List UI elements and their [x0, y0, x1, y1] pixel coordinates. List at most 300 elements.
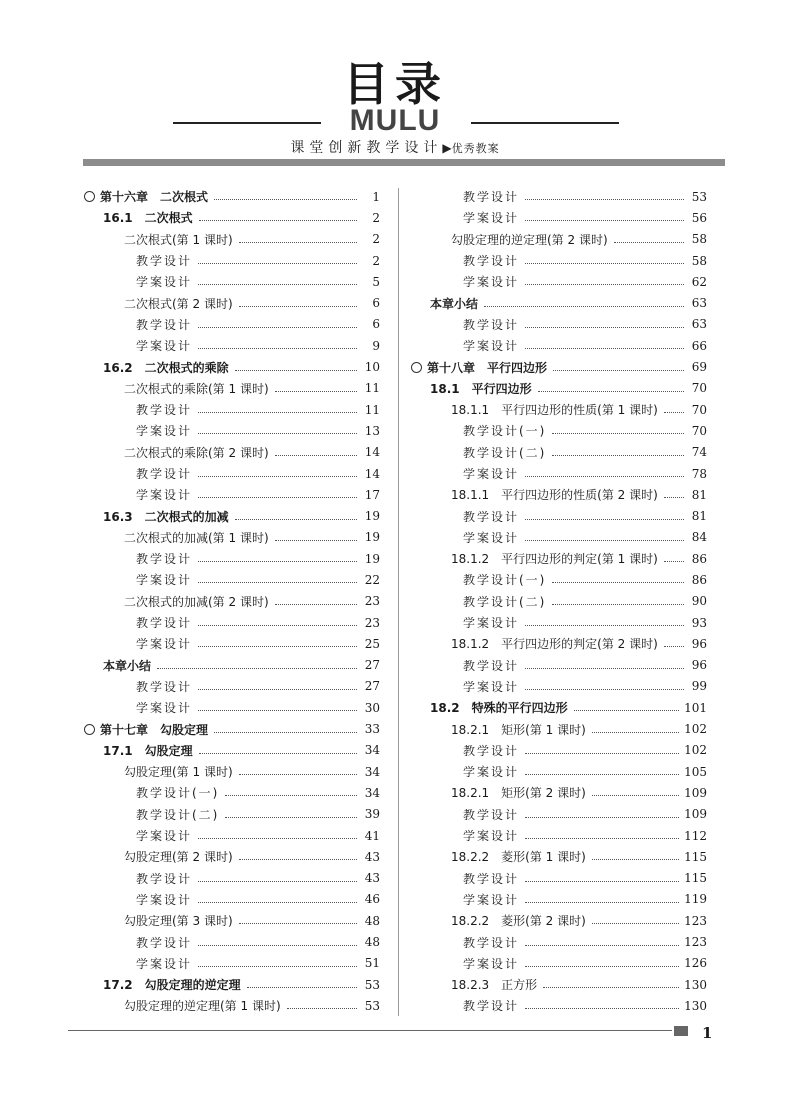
toc-entry-page: 130	[684, 998, 707, 1013]
toc-entry[interactable]	[84, 186, 380, 207]
toc-leader-dots	[239, 774, 357, 775]
toc-leader-dots	[198, 348, 357, 349]
toc-leader-dots	[239, 923, 357, 924]
toc-leader-dots	[552, 582, 684, 583]
series-name	[0, 137, 790, 157]
toc-entry[interactable]	[84, 505, 380, 526]
toc-entry[interactable]	[84, 484, 380, 505]
toc-entry-page: 27	[364, 658, 380, 673]
toc-leader-dots	[198, 412, 357, 413]
toc-entry[interactable]	[411, 868, 707, 889]
toc-entry[interactable]	[411, 484, 707, 505]
toc-entry-label: 教学设计	[136, 552, 193, 567]
toc-entry-page: 19	[364, 551, 380, 566]
toc-entry[interactable]	[84, 207, 380, 228]
toc-leader-dots	[525, 476, 684, 477]
toc-entry[interactable]	[84, 782, 380, 803]
toc-leader-dots	[614, 242, 684, 243]
toc-entry[interactable]	[84, 612, 380, 633]
toc-entry-page: 58	[691, 253, 707, 268]
toc-entry-label: 学案设计	[136, 488, 193, 503]
toc-entry[interactable]	[411, 655, 707, 676]
toc-entry[interactable]	[411, 761, 707, 782]
toc-leader-dots	[525, 199, 684, 200]
toc-entry[interactable]	[411, 314, 707, 335]
toc-leader-dots	[484, 306, 684, 307]
toc-entry[interactable]	[84, 292, 380, 313]
toc-leader-dots	[525, 519, 684, 520]
toc-entry-page: 19	[364, 530, 380, 545]
toc-leader-dots	[525, 625, 684, 626]
toc-entry-label: 18.2.3 正方形	[451, 978, 538, 993]
toc-entry-page: 96	[691, 658, 707, 673]
toc-entry-label: 学案设计	[136, 701, 193, 716]
toc-leader-dots	[239, 306, 357, 307]
toc-entry[interactable]	[411, 782, 707, 803]
toc-entry-page: 119	[684, 892, 707, 907]
toc-entry[interactable]	[411, 442, 707, 463]
toc-entry-label: 18.2.2 菱形(第 1 课时)	[451, 850, 586, 865]
toc-entry[interactable]	[411, 804, 707, 825]
toc-entry-page: 41	[364, 828, 380, 843]
toc-entry[interactable]	[411, 250, 707, 271]
toc-entry[interactable]	[84, 655, 380, 676]
toc-entry[interactable]	[411, 633, 707, 654]
toc-entry[interactable]	[411, 527, 707, 548]
toc-entry-page: 84	[691, 530, 707, 545]
toc-entry[interactable]	[84, 846, 380, 867]
toc-entry[interactable]	[411, 186, 707, 207]
toc-entry-page: 39	[364, 807, 380, 822]
toc-entry-label: 教学设计	[136, 254, 193, 269]
toc-leader-dots	[592, 795, 679, 796]
toc-leader-dots	[552, 455, 684, 456]
toc-entry-page: 14	[364, 466, 380, 481]
toc-leader-dots	[552, 433, 684, 434]
toc-entry[interactable]	[84, 718, 380, 739]
toc-entry-page: 93	[691, 615, 707, 630]
toc-entry-page: 48	[364, 935, 380, 950]
toc-left-column	[84, 186, 380, 1017]
toc-entry-page: 53	[364, 998, 380, 1013]
toc-entry-label: 学案设计	[463, 679, 520, 694]
toc-leader-dots	[275, 604, 357, 605]
toc-entry[interactable]	[84, 569, 380, 590]
toc-entry[interactable]	[84, 697, 380, 718]
toc-entry-page: 78	[691, 466, 707, 481]
toc-leader-dots	[198, 710, 357, 711]
toc-entry-label: 学案设计	[463, 467, 520, 481]
toc-entry-label: 学案设计	[463, 339, 520, 354]
toc-entry-page: 112	[684, 828, 707, 843]
toc-entry-page: 14	[364, 445, 380, 460]
header-band	[83, 159, 725, 166]
toc-leader-dots	[664, 646, 684, 647]
toc-entry-label: 第十七章 勾股定理	[84, 721, 208, 738]
toc-entry[interactable]	[411, 676, 707, 697]
toc-entry[interactable]	[411, 697, 707, 718]
toc-entry-page: 19	[364, 509, 380, 524]
toc-leader-dots	[592, 732, 679, 733]
title-rule-right	[471, 122, 619, 124]
toc-entry-label: 学案设计	[136, 956, 193, 971]
toc-entry-label: 教学设计	[136, 616, 193, 631]
toc-entry-page: 25	[364, 636, 380, 651]
toc-entry-page: 2	[372, 253, 380, 268]
toc-entry-label: 教学设计	[463, 935, 520, 950]
toc-leader-dots	[199, 220, 357, 221]
toc-entry[interactable]	[84, 378, 380, 399]
toc-entry-label: 学案设计	[463, 275, 520, 290]
toc-entry-label: 学案设计	[463, 211, 520, 226]
toc-entry[interactable]	[84, 740, 380, 761]
toc-leader-dots	[525, 966, 679, 967]
toc-entry-label: 教学设计(一)	[463, 424, 547, 439]
toc-entry-label: 教学设计(二)	[463, 594, 547, 609]
toc-entry-page: 86	[691, 551, 707, 566]
toc-entry-label: 18.1.1 平行四边形的性质(第 1 课时)	[451, 403, 658, 418]
toc-entry[interactable]	[84, 804, 380, 825]
toc-entry[interactable]	[84, 399, 380, 420]
toc-entry-page: 2	[372, 232, 380, 247]
toc-leader-dots	[664, 412, 684, 413]
toc-entry[interactable]	[84, 420, 380, 441]
footer-marker	[674, 1026, 688, 1036]
toc-entry-page: 123	[684, 935, 707, 950]
toc-entry-label: 二次根式的乘除(第 1 课时)	[124, 381, 269, 396]
toc-entry-label: 教学设计(二)	[136, 807, 220, 822]
toc-entry-page: 1	[372, 189, 380, 204]
toc-entry[interactable]	[84, 442, 380, 463]
page-title: 目录	[343, 57, 447, 111]
toc-entry[interactable]	[84, 974, 380, 995]
toc-entry[interactable]	[411, 505, 707, 526]
series-sub: 优秀教案	[451, 142, 500, 155]
toc-entry-page: 81	[691, 487, 707, 502]
toc-entry[interactable]	[411, 335, 707, 356]
toc-entry[interactable]	[84, 314, 380, 335]
toc-leader-dots	[525, 220, 684, 221]
toc-entry-page: 70	[691, 423, 707, 438]
toc-entry[interactable]	[411, 953, 707, 974]
toc-entry-page: 130	[684, 977, 707, 992]
toc-entry[interactable]	[411, 931, 707, 952]
toc-leader-dots	[664, 561, 684, 562]
toc-entry-label: 本章小结	[103, 658, 152, 673]
toc-entry-label: 第十六章 二次根式	[84, 188, 208, 205]
toc-leader-dots	[214, 199, 357, 200]
toc-entry[interactable]	[84, 889, 380, 910]
toc-entry-label: 学案设计	[136, 275, 193, 290]
toc-entry-label: 教学设计(一)	[463, 573, 547, 588]
toc-leader-dots	[198, 561, 357, 562]
toc-entry[interactable]	[411, 910, 707, 931]
toc-leader-dots	[275, 391, 357, 392]
toc-leader-dots	[525, 881, 679, 882]
toc-entry-label: 教学设计	[463, 743, 520, 758]
page-subtitle: MULU	[349, 104, 441, 137]
toc-leader-dots	[198, 945, 357, 946]
toc-entry-label: 学案设计	[463, 530, 520, 545]
toc-entry[interactable]	[84, 271, 380, 292]
toc-entry-page: 43	[364, 871, 380, 886]
toc-entry-label: 17.1 勾股定理	[103, 743, 193, 758]
toc-entry-label: 二次根式的加减(第 1 课时)	[124, 530, 269, 545]
toc-entry-page: 10	[364, 360, 380, 375]
toc-leader-dots	[538, 391, 684, 392]
toc-entry-label: 勾股定理(第 1 课时)	[124, 765, 233, 780]
toc-entry-page: 22	[364, 572, 380, 587]
toc-entry[interactable]	[411, 356, 707, 377]
toc-leader-dots	[664, 497, 684, 498]
toc-entry-page: 109	[684, 785, 707, 800]
toc-leader-dots	[198, 476, 357, 477]
toc-leader-dots	[198, 689, 357, 690]
toc-leader-dots	[214, 732, 357, 733]
toc-entry-label: 学案设计	[136, 892, 193, 907]
toc-entry-page: 102	[684, 722, 707, 737]
toc-entry-page: 126	[684, 956, 707, 971]
toc-leader-dots	[198, 966, 357, 967]
toc-entry-label: 学案设计	[136, 339, 193, 354]
toc-entry-page: 56	[691, 210, 707, 225]
toc-entry-page: 48	[364, 913, 380, 928]
toc-entry-page: 74	[691, 445, 707, 460]
toc-entry-page: 53	[691, 189, 707, 204]
toc-entry-label: 18.1.2 平行四边形的判定(第 1 课时)	[451, 552, 658, 567]
toc-entry-label: 教学设计	[136, 935, 193, 950]
page-number: 1	[702, 1024, 713, 1042]
toc-entry-page: 123	[684, 913, 707, 928]
toc-entry-page: 90	[691, 594, 707, 609]
toc-entry-page: 11	[364, 381, 380, 396]
toc-leader-dots	[198, 497, 357, 498]
toc-entry[interactable]	[411, 569, 707, 590]
toc-entry-page: 70	[691, 402, 707, 417]
toc-leader-dots	[225, 795, 357, 796]
toc-entry-label: 教学设计	[136, 403, 193, 418]
footer-rule	[68, 1030, 672, 1031]
toc-entry-label: 学案设计	[136, 573, 193, 588]
toc-entry[interactable]	[411, 718, 707, 739]
toc-entry-page: 34	[364, 743, 380, 758]
toc-leader-dots	[525, 945, 679, 946]
toc-entry-label: 教学设计	[136, 871, 193, 886]
toc-entry-label: 教学设计	[463, 190, 520, 205]
toc-entry-label: 学案设计	[463, 616, 520, 631]
toc-entry-label: 勾股定理(第 3 课时)	[124, 914, 233, 929]
toc-entry[interactable]	[411, 974, 707, 995]
toc-entry-label: 勾股定理的逆定理(第 1 课时)	[124, 999, 281, 1014]
toc-entry[interactable]	[411, 207, 707, 228]
toc-entry-label: 16.2 二次根式的乘除	[103, 360, 229, 375]
toc-leader-dots	[552, 604, 684, 605]
toc-entry[interactable]	[84, 335, 380, 356]
toc-entry-label: 勾股定理的逆定理(第 2 课时)	[451, 232, 608, 247]
toc-entry[interactable]	[411, 612, 707, 633]
toc-entry-page: 69	[691, 360, 707, 375]
toc-entry-page: 9	[372, 338, 380, 353]
toc-entry[interactable]	[411, 229, 707, 250]
toc-entry-page: 51	[364, 956, 380, 971]
toc-leader-dots	[198, 838, 357, 839]
toc-entry[interactable]	[411, 740, 707, 761]
toc-leader-dots	[239, 859, 357, 860]
toc-entry-page: 33	[364, 722, 380, 737]
toc-entry-page: 6	[372, 296, 380, 311]
toc-entry-page: 81	[691, 509, 707, 524]
toc-entry-page: 96	[691, 636, 707, 651]
toc-entry-page: 2	[372, 210, 380, 225]
toc-entry-page: 101	[684, 700, 707, 715]
toc-leader-dots	[239, 242, 357, 243]
toc-entry-page: 23	[364, 615, 380, 630]
toc-leader-dots	[198, 284, 357, 285]
toc-entry[interactable]	[411, 399, 707, 420]
toc-leader-dots	[525, 689, 684, 690]
toc-entry-label: 18.1.1 平行四边形的性质(第 2 课时)	[451, 488, 658, 503]
toc-entry-page: 115	[684, 871, 707, 886]
toc-entry-page: 46	[364, 892, 380, 907]
toc-entry-label: 二次根式(第 1 课时)	[124, 232, 233, 247]
toc-entry[interactable]	[411, 378, 707, 399]
toc-entry-label: 本章小结	[430, 296, 479, 311]
toc-entry-page: 105	[684, 764, 707, 779]
toc-entry-page: 30	[364, 700, 380, 715]
toc-leader-dots	[525, 774, 679, 775]
toc-leader-dots	[275, 540, 357, 541]
toc-entry-page: 62	[691, 274, 707, 289]
toc-entry[interactable]	[84, 825, 380, 846]
toc-entry[interactable]	[411, 846, 707, 867]
toc-entry-label: 16.3 二次根式的加减	[103, 509, 229, 524]
toc-entry-label: 18.1.2 平行四边形的判定(第 2 课时)	[451, 637, 658, 652]
toc-entry-label: 学案设计	[136, 829, 193, 844]
toc-entry-label: 二次根式的加减(第 2 课时)	[124, 594, 269, 609]
toc-entry[interactable]	[411, 463, 707, 484]
toc-entry[interactable]	[84, 910, 380, 931]
toc-entry[interactable]	[84, 356, 380, 377]
toc-leader-dots	[543, 987, 679, 988]
toc-entry[interactable]	[84, 229, 380, 250]
toc-entry[interactable]	[411, 825, 707, 846]
toc-entry[interactable]	[84, 548, 380, 569]
toc-entry[interactable]	[84, 931, 380, 952]
toc-entry-label: 教学设计	[463, 509, 520, 524]
toc-entry-label: 学案设计	[463, 829, 520, 844]
series-arrow-icon: ▶	[442, 141, 452, 155]
toc-leader-dots	[525, 668, 684, 669]
toc-entry[interactable]	[411, 271, 707, 292]
toc-entry[interactable]	[84, 463, 380, 484]
toc-entry[interactable]	[84, 761, 380, 782]
toc-leader-dots	[198, 582, 357, 583]
toc-entry-page: 27	[364, 679, 380, 694]
toc-entry[interactable]	[84, 868, 380, 889]
toc-entry-page: 109	[684, 807, 707, 822]
toc-leader-dots	[198, 625, 357, 626]
toc-entry-label: 第十八章 平行四边形	[411, 359, 547, 376]
toc-leader-dots	[592, 923, 679, 924]
toc-entry-page: 70	[691, 381, 707, 396]
toc-entry-page: 58	[691, 232, 707, 247]
toc-leader-dots	[525, 1008, 679, 1009]
toc-entry[interactable]	[84, 250, 380, 271]
toc-entry-label: 二次根式的乘除(第 2 课时)	[124, 445, 269, 460]
toc-entry-label: 学案设计	[463, 765, 520, 780]
toc-entry-page: 17	[364, 487, 380, 502]
toc-entry[interactable]	[84, 995, 380, 1016]
toc-entry-label: 18.2.1 矩形(第 1 课时)	[451, 722, 586, 737]
toc-right-column	[411, 186, 707, 1017]
toc-entry-page: 53	[364, 977, 380, 992]
toc-entry[interactable]	[411, 889, 707, 910]
toc-entry-page: 13	[364, 423, 380, 438]
toc-entry-label: 18.2 特殊的平行四边形	[430, 701, 568, 716]
toc-entry-page: 102	[684, 743, 707, 758]
toc-entry[interactable]	[84, 527, 380, 548]
toc-entry-label: 18.1 平行四边形	[430, 381, 532, 396]
toc-entry-label: 教学设计	[136, 679, 193, 694]
toc-leader-dots	[592, 859, 679, 860]
toc-entry-page: 115	[684, 849, 707, 864]
toc-entry-label: 教学设计	[463, 254, 520, 269]
toc-leader-dots	[525, 902, 679, 903]
toc-entry[interactable]	[411, 995, 707, 1016]
toc-leader-dots	[247, 987, 357, 988]
toc-leader-dots	[225, 817, 357, 818]
toc-entry-page: 5	[372, 274, 380, 289]
toc-entry-label: 教学设计	[463, 871, 520, 886]
toc-entry-page: 63	[691, 317, 707, 332]
toc-entry[interactable]	[411, 548, 707, 569]
toc-entry[interactable]	[84, 676, 380, 697]
toc-leader-dots	[525, 263, 684, 264]
toc-leader-dots	[157, 668, 357, 669]
toc-entry-page: 34	[364, 785, 380, 800]
toc-leader-dots	[525, 540, 684, 541]
toc-entry-label: 二次根式(第 2 课时)	[124, 296, 233, 311]
toc-entry-label: 学案设计	[136, 424, 193, 439]
toc-entry-label: 教学设计	[136, 467, 193, 481]
toc-entry-page: 23	[364, 594, 380, 609]
toc-entry[interactable]	[411, 292, 707, 313]
toc-entry-label: 教学设计(二)	[463, 445, 547, 460]
toc-entry[interactable]	[84, 591, 380, 612]
toc-entry[interactable]	[411, 591, 707, 612]
toc-entry-label: 勾股定理(第 2 课时)	[124, 850, 233, 865]
toc-leader-dots	[525, 817, 679, 818]
toc-entry-label: 学案设计	[463, 956, 520, 971]
toc-leader-dots	[525, 348, 684, 349]
toc-entry-label: 教学设计(一)	[136, 786, 220, 801]
toc-entry[interactable]	[84, 633, 380, 654]
toc-leader-dots	[198, 263, 357, 264]
toc-leader-dots	[574, 710, 679, 711]
toc-entry-label: 17.2 勾股定理的逆定理	[103, 978, 241, 993]
toc-leader-dots	[275, 455, 357, 456]
toc-entry[interactable]	[84, 953, 380, 974]
toc-entry-label: 教学设计	[463, 807, 520, 822]
toc-entry-page: 43	[364, 849, 380, 864]
toc-entry[interactable]	[411, 420, 707, 441]
page-header	[0, 0, 790, 175]
toc-leader-dots	[525, 284, 684, 285]
toc-entry-label: 18.2.1 矩形(第 2 课时)	[451, 786, 586, 801]
toc-entry-page: 11	[364, 402, 380, 417]
toc-entry-page: 63	[691, 296, 707, 311]
column-divider	[398, 188, 399, 1016]
